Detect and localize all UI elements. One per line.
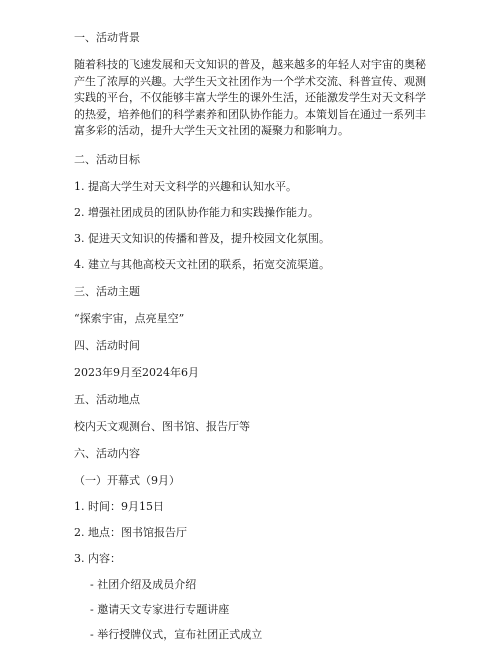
opening-detail-3: - 举行授牌仪式，宣布社团正式成立 (90, 627, 263, 641)
document-page (74, 20, 434, 652)
goal-item-1: 1. 提高大学生对天文科学的兴趣和认知水平。 (74, 179, 297, 193)
section-1-body: 随着科技的飞速发展和天文知识的普及，越来越多的年轻人对宇宙的奥秘产生了浓厚的兴趣。大学生天文社团作为一个学术交流、科普宣传、观测实践的平台，不仅能够丰富大学生的课外生活，还能激发学生对天文科学的热爱，培养他们的科学素养和团队协作能力。本策划旨在通过一系列丰富多彩的活动，提升大学生天文社团的凝聚力和影响力。 (74, 58, 426, 137)
goal-item-3: 3. 促进天文知识的传播和普及，提升校园文化氛围。 (74, 231, 330, 245)
section-6-title: 六、活动内容 (74, 446, 140, 460)
section-5-title: 五、活动地点 (74, 392, 140, 406)
location-text: 校内天文观测台、图书馆、报告厅等 (74, 419, 250, 433)
goal-item-2: 2. 增强社团成员的团队协作能力和实践操作能力。 (74, 205, 319, 219)
opening-item-3: 3. 内容： (74, 551, 121, 565)
opening-item-1: 1. 时间：9月15日 (74, 499, 164, 513)
section-2-title: 二、活动目标 (74, 152, 140, 166)
theme-text: “探索宇宙，点亮星空” (74, 311, 185, 325)
opening-item-2: 2. 地点：图书馆报告厅 (74, 525, 187, 539)
goal-item-4: 4. 建立与其他高校天文社团的联系，拓宽交流渠道。 (74, 257, 330, 271)
section-3-title: 三、活动主题 (74, 284, 140, 298)
opening-detail-2: - 邀请天文专家进行专题讲座 (90, 602, 230, 616)
subsection-opening-title: （一）开幕式（9月） (74, 473, 180, 487)
time-text: 2023年9月至2024年6月 (74, 365, 199, 379)
section-4-title: 四、活动时间 (74, 338, 140, 352)
section-1-title: 一、活动背景 (74, 31, 140, 44)
opening-detail-1: - 社团介绍及成员介绍 (90, 577, 197, 591)
